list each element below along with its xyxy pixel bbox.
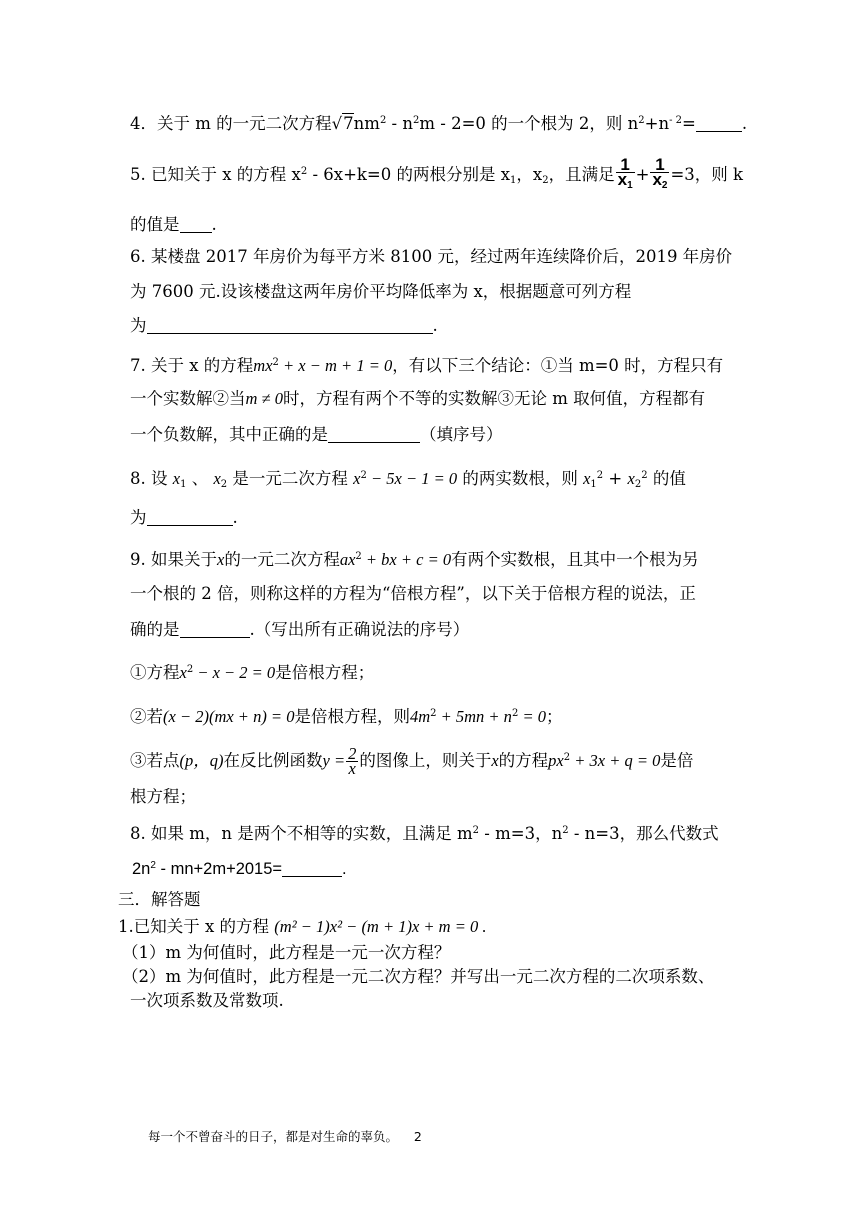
q7-eq: mx [253, 356, 273, 375]
q9-exp: 2 [511, 708, 519, 719]
q8-x1b: x [583, 469, 591, 488]
q9-exp: 2 [563, 752, 571, 763]
answer-blank [328, 426, 420, 443]
q9-item-3-line2: 根方程； [130, 787, 196, 806]
q8-sub: 2 [220, 479, 228, 490]
q9-eq2: + bx + c = 0 [361, 550, 452, 569]
q9-l3: 确的是 [130, 620, 180, 639]
answer-blank [147, 509, 233, 526]
fraction-2-over-x [346, 744, 358, 778]
q7-l2b: 时，方程有两个不等的实数解③无论 m 取何值，方程都有 [282, 389, 706, 408]
q7-l2: 一个实数解②当 [130, 389, 246, 408]
q9-exp: 2 [355, 551, 362, 562]
q6-l3-end: . [432, 316, 438, 335]
q8-eq2: − 5x − 1 = 0 [366, 469, 458, 488]
page-footer [148, 1127, 422, 1145]
section-q1-part2-cont: 一次项系数及常数项. [130, 991, 284, 1010]
q8-exp: 2 [596, 470, 604, 481]
question-6-line3 [130, 315, 740, 337]
question-6: 6. 某楼盘 2017 年房价为每平方米 8100 元，经过两年连续降价后，2019 年房价 [130, 247, 733, 266]
q4-term2: - n [386, 114, 414, 133]
answer-blank [180, 216, 212, 233]
frac-den: x [652, 170, 662, 189]
q4-text2: m - 2=0 的一个根为 2，则 n [419, 114, 639, 133]
q9-i2: ②若 [130, 707, 163, 726]
question-9 [130, 546, 740, 571]
q9-i3b: 在反比例函数 [223, 751, 323, 770]
q9-i1eq: x [179, 663, 187, 682]
q8-text2: 、 [191, 469, 209, 488]
q9-eq: ax [339, 550, 356, 569]
q8-sub: 1 [180, 479, 187, 490]
q9-i1: ①方程 [130, 663, 180, 682]
q7-exp: 2 [272, 357, 279, 368]
sec-q1-eq: (m² − 1)x² − (m + 1)x + m = 0 . [274, 917, 487, 936]
section-title: 三．解答题 [118, 890, 201, 909]
q5-text4: ，且满足 [548, 165, 615, 184]
q9-text2: 的一元二次方程 [224, 550, 340, 569]
q9-i3x: x [491, 751, 499, 770]
q9-x: x [217, 550, 225, 569]
q8-exp: 2 [360, 470, 367, 481]
q4-term3: +n [644, 114, 670, 133]
q5-sub2: 2 [542, 175, 549, 186]
q8-x2: x [213, 469, 221, 488]
q5-l2-end: . [211, 215, 217, 234]
q9-item-1 [130, 659, 740, 684]
q8-text4: 的两实数根，则 [462, 469, 578, 488]
q6-l3: 为 [130, 316, 147, 335]
frac-num: 1 [616, 158, 635, 173]
q8-l2: 为 [130, 508, 147, 527]
q10-l2: 2n [132, 860, 151, 878]
q4-text: 4．关于 m 的一元二次方程 [130, 114, 332, 133]
q9-i1eq2: − x − 2 = 0 [193, 663, 276, 682]
question-8b-line2 [132, 855, 742, 880]
q8-eq: x [353, 469, 361, 488]
frac-den-sub: 1 [627, 180, 633, 191]
q9-i3: ③若点 [130, 751, 180, 770]
q4-radicand: 7 [343, 114, 354, 133]
q5-plus: + [635, 165, 650, 184]
question-9-line2: 一个根的 2 倍，则称这样的方程为“倍根方程”，以下关于倍根方程的说法，正 [130, 584, 696, 603]
footer-motto: 每一个不曾奋斗的日子，都是对生命的辜负。 [148, 1129, 399, 1144]
q9-i2c: ； [545, 707, 563, 726]
q7-l3: 一个负数解，其中正确的是 [130, 425, 328, 444]
q9-i2b: 是倍根方程，则 [294, 707, 410, 726]
q4-exp2: 2 [413, 115, 420, 126]
frac-den: x [617, 170, 628, 189]
section-q1 [118, 916, 728, 938]
q10-l2c: . [342, 860, 347, 878]
q8-x1: x [172, 469, 181, 488]
q4-exp: 2 [379, 115, 387, 126]
frac-num: 1 [650, 158, 669, 173]
q8-exp: 2 [641, 470, 648, 481]
question-7-line3 [130, 424, 740, 446]
sec-q1-text: 1.已知关于 x 的方程 [118, 917, 270, 936]
q9-i3eq: px [548, 751, 564, 770]
q9-i3eq2: + 3x + q = 0 [570, 751, 661, 770]
question-8-line2 [130, 507, 740, 529]
q9-item-3 [130, 744, 740, 778]
question-4 [130, 110, 748, 135]
question-7-line2 [130, 388, 740, 410]
q5-sub1: 1 [510, 175, 517, 186]
q9-i2eq2: 4m [409, 707, 431, 726]
question-9-line3 [130, 619, 740, 641]
q9-item-2 [130, 703, 740, 728]
q4-eq: = [682, 114, 696, 133]
page-number: 2 [413, 1129, 422, 1144]
q10-exp: 2 [562, 825, 569, 836]
q4-term: nm [353, 114, 380, 133]
q4-exp3: 2 [638, 115, 645, 126]
question-5-line2 [130, 214, 740, 236]
q8-plus: + [603, 469, 628, 488]
q8-text: 8. 设 [130, 469, 168, 488]
q7-text2: ，有以下三个结论：①当 m=0 时，方程只有 [392, 356, 724, 375]
q10-text: 8. 如果 m，n 是两个不相等的实数，且满足 m [130, 824, 473, 843]
q10-exp: 2 [150, 860, 156, 871]
q9-exp: 2 [186, 664, 194, 675]
q9-text3: 有两个实数根，且其中一个根为另 [451, 550, 699, 569]
q4-end: . [741, 114, 748, 133]
question-5 [130, 155, 744, 193]
q9-i1b: 是倍根方程； [275, 663, 375, 682]
q8-l2-end: . [232, 508, 238, 527]
q9-point: (p，q) [179, 751, 224, 770]
q7-eq2: + x − m + 1 = 0 [278, 356, 393, 375]
section-q1-part1: （1）m 为何值时，此方程是一元一次方程？ [122, 943, 451, 962]
q7-l3b: （填序号） [420, 425, 503, 444]
q5-text3: ，x [516, 165, 543, 184]
q7-cond: m ≠ 0 [245, 389, 283, 408]
answer-blank [696, 115, 742, 132]
q5-exp: 2 [300, 166, 308, 177]
question-8 [130, 465, 740, 496]
q8-sub: 2 [634, 479, 642, 490]
q8-x2b: x [627, 469, 635, 488]
q10-exp: 2 [472, 825, 480, 836]
q9-i3d: 的方程 [498, 751, 549, 770]
frac-num: 2 [348, 744, 357, 763]
frac-den: x [348, 759, 356, 778]
q9-i2eq2b: + 5mn + n [436, 707, 512, 726]
sqrt-symbol: √7 [331, 114, 354, 133]
q5-text: 5. 已知关于 x 的方程 x [130, 165, 301, 184]
q4-exp4: - 2 [669, 115, 683, 126]
q10-text2: - m=3，n [479, 824, 563, 843]
question-8b [130, 820, 740, 845]
q8-sub: 1 [590, 479, 597, 490]
q9-i2eq: (x − 2)(mx + n) = 0 [163, 707, 295, 726]
q9-fn: y = [322, 751, 346, 770]
answer-blank [180, 621, 250, 638]
q5-l2: 的值是 [130, 215, 180, 234]
q9-i3e: 是倍 [660, 751, 694, 770]
frac-den-sub: 2 [661, 180, 668, 191]
question-6-line2: 为 7600 元.设该楼盘这两年房价平均降低率为 x，根据题意可列方程 [130, 282, 632, 301]
q9-i3c: 的图像上，则关于 [359, 751, 492, 770]
question-7 [130, 352, 740, 377]
q7-text: 7. 关于 x 的方程 [130, 356, 254, 375]
answer-blank [282, 860, 342, 877]
answer-blank [147, 317, 433, 334]
fraction-1-x1 [616, 155, 635, 193]
q5-text2: - 6x+k=0 的两根分别是 x [307, 165, 511, 184]
q9-i2eq2c: = 0 [518, 707, 546, 726]
q9-exp: 2 [430, 708, 437, 719]
q9-l3b: .（写出所有正确说法的序号） [249, 620, 470, 639]
q10-l2b: - mn+2m+2015= [155, 860, 283, 878]
q8-text5: 的值 [652, 469, 686, 488]
q5-text5: =3，则 k [670, 165, 744, 184]
q8-text3: 是一元二次方程 [232, 469, 348, 488]
q10-text3: - n=3，那么代数式 [568, 824, 719, 843]
section-q1-part2: （2）m 为何值时，此方程是一元二次方程？并写出一元二次方程的二次项系数、 [122, 967, 715, 986]
q9-text: 9. 如果关于 [130, 550, 217, 569]
fraction-1-x2 [650, 155, 669, 193]
